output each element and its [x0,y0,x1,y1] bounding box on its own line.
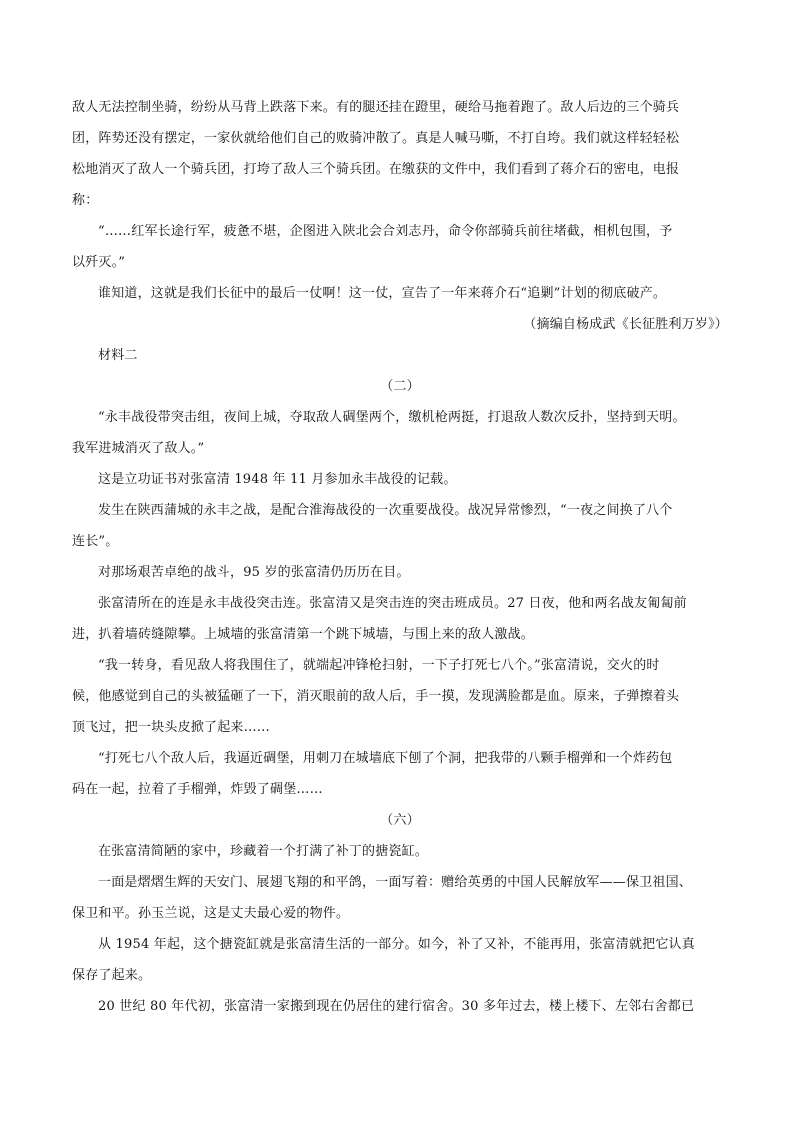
section-heading: 材料二 [98,348,138,363]
text-line: 一面是熠熠生辉的天安门、展翅飞翔的和平鸽，一面写着：赠给英勇的中国人民解放军——保卫祖国、 [98,875,693,890]
subsection-number: （二） [380,379,420,394]
text-line: 20 世纪 80 年代初，张富清一家搬到现在仍居住的建行宿舍。30 多年过去，楼上楼下、左邻右舍都已 [98,999,695,1014]
text-line: “我一转身，看见敌人将我围住了，就端起冲锋枪扫射，一下子打死七八个。”张富清说，交火的时 [98,658,660,673]
text-line: 我军进城消灭了敌人。” [72,441,205,456]
text-line: 这是立功证书对张富清 1948 年 11 月参加永丰战役的记载。 [98,472,457,487]
text-line: 谁知道，这就是我们长征中的最后一仗啊！这一仗，宣告了一年来蒋介石“追剿”计划的彻底破产。 [98,286,667,301]
text-line: 从 1954 年起，这个搪瓷缸就是张富清生活的一部分。如今，补了又补，不能再用，张富清就把它认真 [98,937,695,952]
text-line: 称： [72,193,99,208]
text-line: 敌人无法控制坐骑，纷纷从马背上跌落下来。有的腿还挂在蹬里，硬给马拖着跑了。敌人后边的三个骑兵 [72,100,680,115]
text-line: 候，他感觉到自己的头被猛砸了一下，消灭眼前的敌人后，手一摸，发现满脸都是血。原来，子弹擦着头 [72,689,680,704]
text-line: 团，阵势还没有摆定，一家伙就给他们自己的败骑冲散了。真是人喊马嘶，不打自垮。我们就这样轻轻松 [72,131,680,146]
text-line: “永丰战役带突击组，夜间上城，夺取敌人碉堡两个，缴机枪两挺，打退敌人数次反扑，坚持到天明。 [98,410,686,425]
text-line: 保卫和平。孙玉兰说，这是丈夫最心爱的物件。 [72,906,350,921]
text-line: 对那场艰苦卓绝的战斗，95 岁的张富清仍历历在目。 [98,565,410,580]
text-line: 以歼灭。” [72,255,126,270]
text-line: 张富清所在的连是永丰战役突击连。张富清又是突击连的突击班成员。27 日夜，他和两名战友匍匐前 [98,596,687,611]
text-line: 顶飞过，把一块头皮掀了起来…… [72,720,271,735]
text-line: 进，扒着墙砖缝隙攀。上城墙的张富清第一个跳下城墙，与围上来的敌人激战。 [72,627,535,642]
text-line: “……红军长途行军，疲惫不堪，企图进入陕北会合刘志丹，命令你部骑兵前往堵截，相机包围，予 [98,224,673,239]
text-line: 码在一起，拉着了手榴弹，炸毁了碉堡…… [72,782,323,797]
source-citation: （摘编自杨成武《长征胜利万岁》） [523,317,728,332]
text-line: 在张富清简陋的家中，珍藏着一个打满了补丁的搪瓷缸。 [98,844,429,859]
text-line: “打死七八个敌人后，我逼近碉堡，用刺刀在城墙底下刨了个洞，把我带的八颗手榴弹和一个炸药包 [98,751,673,766]
text-line: 松地消灭了敌人一个骑兵团，打垮了敌人三个骑兵团。在缴获的文件中，我们看到了蒋介石的密电，电报 [72,162,680,177]
text-line: 连长”。 [72,534,119,549]
subsection-number: （六） [380,813,420,828]
text-line: 保存了起来。 [72,968,152,983]
document-page [72,92,728,1022]
text-line: 发生在陕西蒲城的永丰之战，是配合淮海战役的一次重要战役。战况异常惨烈，“一夜之间换了八个 [98,503,673,518]
